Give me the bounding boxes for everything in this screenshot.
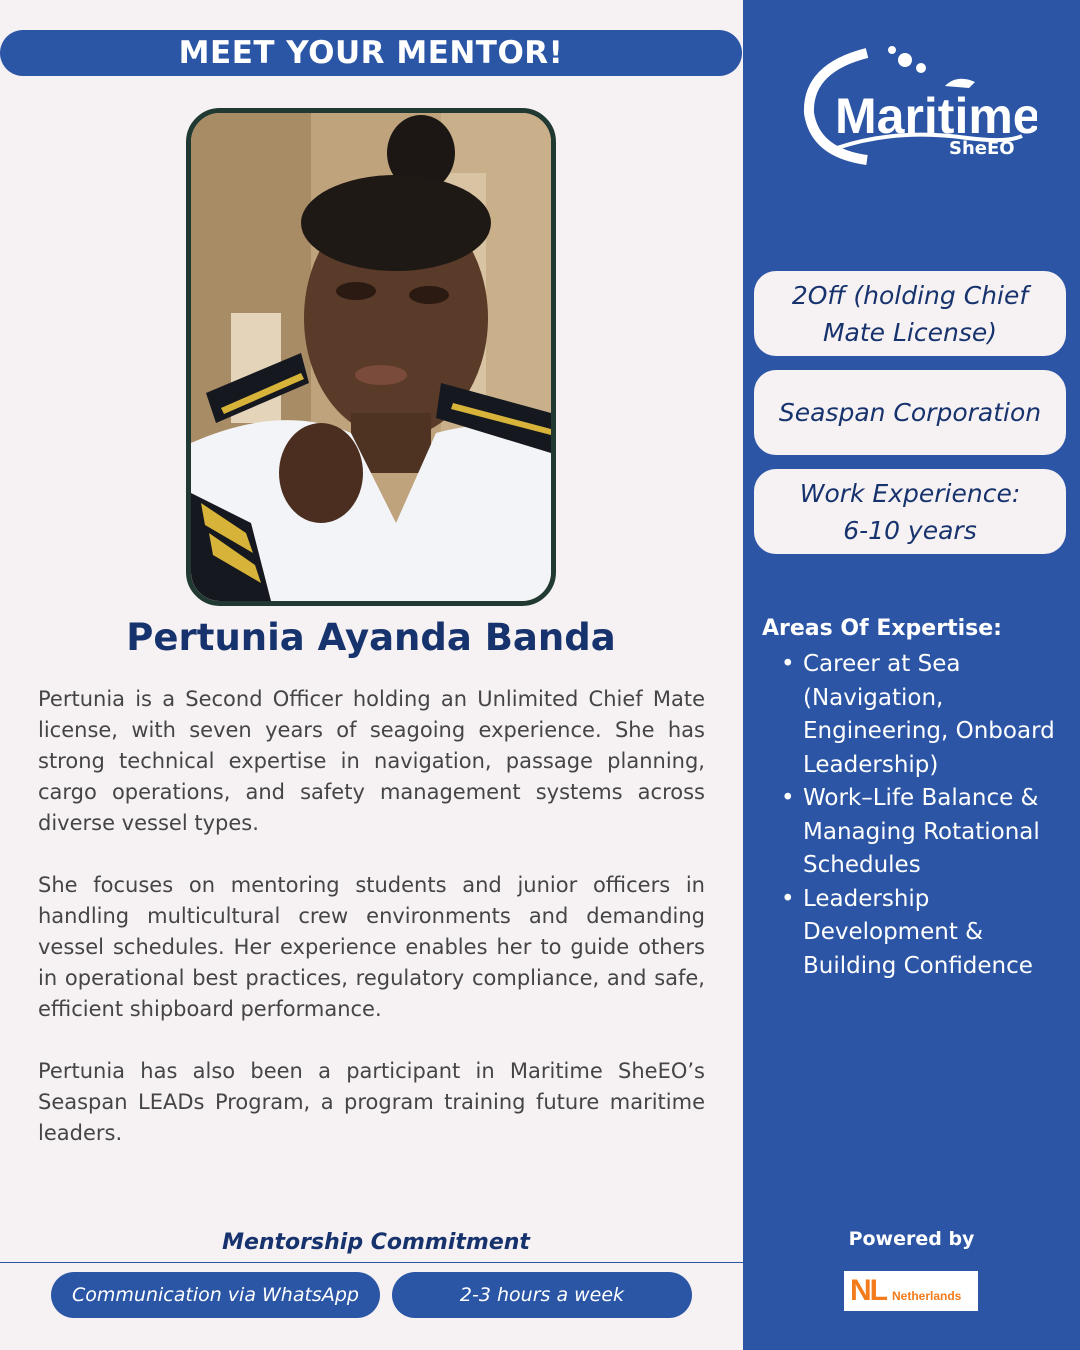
sidebar	[743, 0, 1080, 1350]
experience-line-2: 6-10 years	[843, 515, 977, 545]
mentor-name: Pertunia Ayanda Banda	[126, 616, 616, 659]
maritime-sheeo-logo	[797, 38, 1037, 168]
bio-paragraph: Pertunia is a Second Officer holding an Unlimited Chief Mate license, with seven years of seagoing experience. She has strong technical expertise in navigation, passage planning, cargo operations, and safety management systems across diverse vessel types.	[38, 687, 705, 835]
powered-by-label: Powered by	[848, 1228, 975, 1250]
mentor-photo	[186, 108, 556, 606]
company-badge	[754, 370, 1066, 455]
rank-badge	[754, 271, 1066, 356]
company-name: Seaspan Corporation	[778, 398, 1042, 427]
expertise-list	[781, 648, 1076, 983]
header-banner	[0, 30, 742, 76]
page-title: MEET YOUR MENTOR!	[178, 35, 564, 71]
sponsor-mark: NL	[850, 1274, 886, 1307]
list-item: • Work–Life Balance & Managing Rotational Schedules	[781, 782, 1076, 883]
logo-main-text: Maritime	[835, 88, 1037, 144]
sponsor-name: Netherlands	[892, 1289, 962, 1303]
communication-badge: Communication via WhatsApp	[51, 1272, 380, 1318]
logo-sub-text: SheEO	[949, 138, 1015, 159]
experience-badge	[754, 469, 1066, 554]
hours-badge: 2-3 hours a week	[392, 1272, 692, 1318]
bio-paragraph: She focuses on mentoring students and junior officers in handling multicultural crew environments and demanding vessel schedules. Her experience enables her to guide others in operational best practices, regulatory compliance, and safe, efficient shipboard performance.	[38, 873, 705, 1021]
bio-paragraph: Pertunia has also been a participant in Maritime SheEO’s Seaspan LEADs Program, a program training future maritime leaders.	[38, 1059, 705, 1145]
commitment-divider	[0, 1262, 743, 1263]
list-item: • Leadership Development & Building Confidence	[781, 883, 1076, 984]
list-item: • Career at Sea (Navigation, Engineering, Onboard Leadership)	[781, 648, 1076, 782]
mentor-bio	[38, 684, 705, 1180]
expertise-title: Areas Of Expertise:	[762, 616, 1002, 641]
experience-line-1: Work Experience:	[799, 478, 1021, 508]
nl-netherlands-logo	[844, 1271, 978, 1311]
rank-line-2: Mate License)	[822, 317, 997, 347]
rank-line-1: 2Off (holding Chief	[791, 280, 1029, 310]
commitment-title: Mentorship Commitment	[222, 1230, 530, 1255]
